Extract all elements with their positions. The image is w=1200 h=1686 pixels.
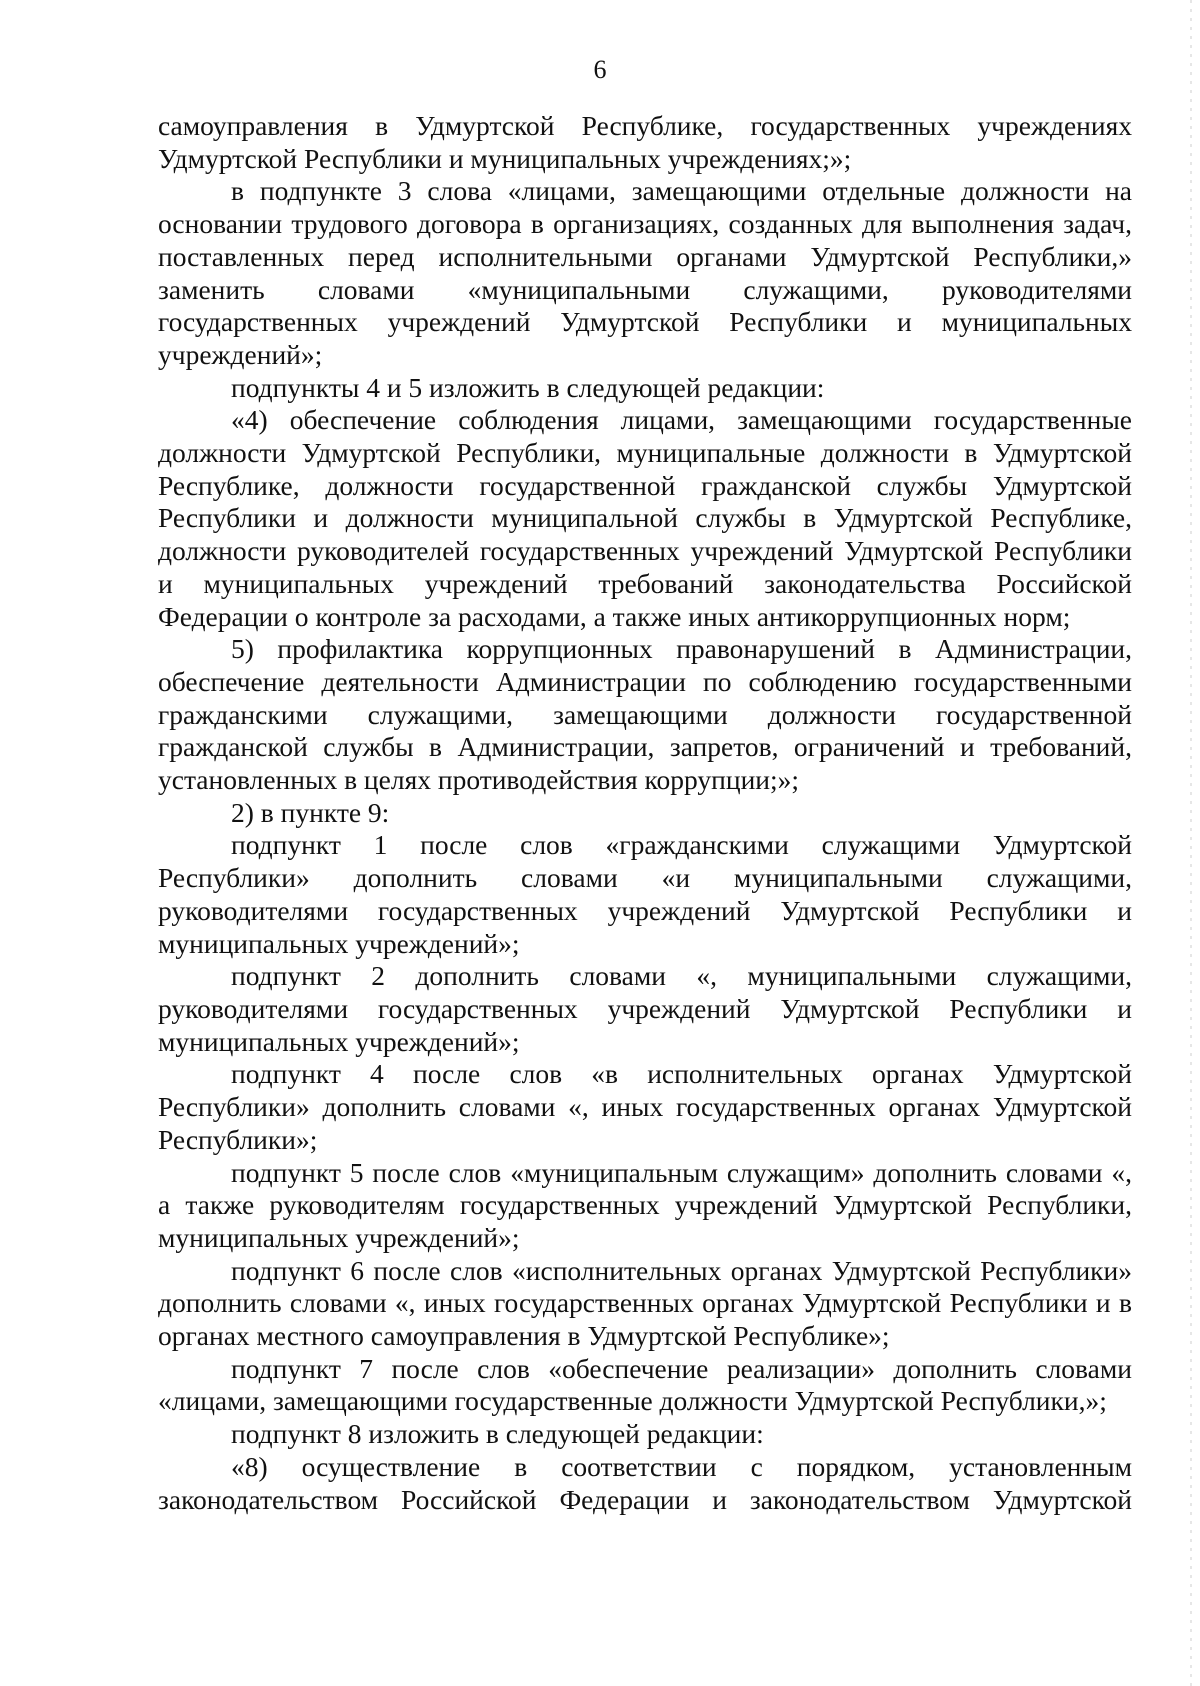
paragraph: в подпункте 3 слова «лицами, замещающими отдельные должности на основании трудового договора в организациях, созданных для выполнения задач, поставленных перед исполнительными органами Удмуртской Республики,» заменить словами «муниципальными служащими, руководителями государственных учреждений Удмуртской Республики и муниципальных учреждений»;: [158, 175, 1132, 370]
paragraph: «8) осуществление в соответствии с порядком, установленным законодательством Российской Федерации и законодательством Удмуртской: [158, 1450, 1132, 1515]
paragraph: самоуправления в Удмуртской Республике, государственных учреждениях Удмуртской Республики и муниципальных учреждениях;»;: [158, 110, 1132, 174]
paragraph: подпункт 5 после слов «муниципальным служащим» дополнить словами «, а также руководителям государственных учреждений Удмуртской Республики, муниципальных учреждений»;: [158, 1156, 1132, 1253]
paragraph: подпункт 8 изложить в следующей редакции:: [231, 1418, 764, 1450]
paragraph: подпункт 4 после слов «в исполнительных органах Удмуртской Республики» дополнить словами «, иных государственных органах Удмуртской Республики»;: [158, 1058, 1132, 1155]
paragraph: 5) профилактика коррупционных правонарушений в Администрации, обеспечение деятельности Администрации по соблюдению государственными гражданскими служащими, замещающими должности государственной гражданской службы в Администрации, запретов, ограничений и требований, установленных в целях противодействия коррупции;»;: [158, 633, 1132, 796]
page-number: 6: [593, 55, 607, 84]
paragraph: подпункт 6 после слов «исполнительных органах Удмуртской Республики» дополнить словами «, иных государственных органах Удмуртской Республики и в органах местного самоуправления в Удмуртской Республике»;: [158, 1254, 1132, 1352]
paragraph: 2) в пункте 9:: [231, 796, 390, 828]
paragraph: подпункт 2 дополнить словами «, муниципальными служащими, руководителями государственных учреждений Удмуртской Республики и муниципальных учреждений»;: [158, 960, 1132, 1057]
paragraph: «4) обеспечение соблюдения лицами, замещающими государственные должности Удмуртской Республики, муниципальные должности в Удмуртской Республике, должности государственной гражданской службы Удмуртской Республики и должности муниципальной службы в Удмуртской Республике, должности руководителей государственных учреждений Удмуртской Республики и муниципальных учреждений требований законодательства Российской Федерации о контроле за расходами, а также иных антикоррупционных норм;: [158, 404, 1132, 632]
paragraph: подпункты 4 и 5 изложить в следующей редакции:: [231, 371, 825, 403]
paragraph: подпункт 1 после слов «гражданскими служащими Удмуртской Республики» дополнить словами «и муниципальными служащими, руководителями государственных учреждений Удмуртской Республики и муниципальных учреждений»;: [158, 829, 1132, 959]
scan-edge-artifact: [1190, 0, 1192, 1686]
document-body: [158, 110, 1132, 1516]
paragraph: подпункт 7 после слов «обеспечение реализации» дополнить словами «лицами, замещающими государственные должности Удмуртской Республики,»;: [158, 1352, 1132, 1417]
